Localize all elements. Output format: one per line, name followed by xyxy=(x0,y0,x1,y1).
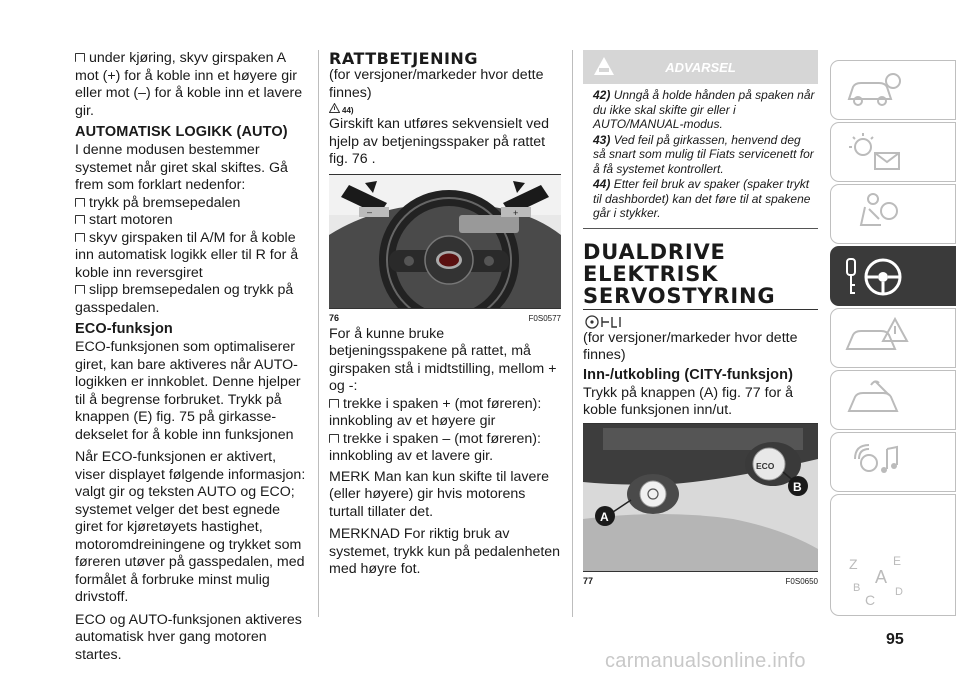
column-2 xyxy=(329,50,561,584)
paragraph-merk: MERK Man kan kun skifte til lavere (eller høyere) gir hvis motorens turtall tillater det. xyxy=(329,468,549,520)
heading-eco: ECO-funksjon xyxy=(75,321,173,337)
bullet-icon xyxy=(329,434,339,443)
page-number: 95 xyxy=(886,631,904,648)
column-divider xyxy=(318,50,319,617)
side-tab-lights-mail[interactable] xyxy=(830,122,956,182)
section-title-line-3: SERVOSTYRING xyxy=(583,283,776,308)
key-steering-icon xyxy=(843,253,913,301)
warning-car-icon xyxy=(845,315,909,361)
svg-text:A: A xyxy=(875,567,888,587)
heading-auto: AUTOMATISK LOGIKK (AUTO) xyxy=(75,124,288,140)
label-b: B xyxy=(793,479,802,494)
subtitle-versions: (for versjoner/markeder hvor dette finnes) xyxy=(583,329,798,363)
paragraph-paddles: For å kunne bruke betjeningsspakene på rattet, må girspaken stå i midtstilling, mellom + og -: xyxy=(329,325,557,394)
warning-item: 44) Etter feil bruk av spaker (spaker trykt til dashbordet) kan det føre til at spakene går i stykker. xyxy=(593,177,811,220)
figure-code: F0S0650 xyxy=(785,576,818,586)
warning-item: 42) Unngå å holde hånden på spaken når du ikke skal skifte gir eller i AUTO/MANUAL-modus. xyxy=(593,88,815,131)
svg-text:D: D xyxy=(895,586,903,598)
ref-number: 44) xyxy=(342,106,354,115)
paragraph-sequential: Girskift kan utføres sekvensielt ved hjelp av betjeningsspaker på rattet fig. 76 . xyxy=(329,116,549,167)
svg-text:Z: Z xyxy=(849,556,858,572)
svg-text:E: E xyxy=(893,554,902,568)
paragraph-eco-1: ECO-funksjonen som optimaliserer giret, kan bare aktiveres når AUTO-logikken er innkoblet. Denne hjelper til å begrense forbruket. Trykk på knappen (E) fig. 75 på girkasse-dekselet for å koble inn funksjonen xyxy=(75,339,301,443)
side-tab-key-steering[interactable] xyxy=(830,246,956,306)
bullet-gear-manual: under kjøring, skyv girspaken A mot (+) for å koble inn et høyere gir eller mot (–) for å koble inn et lavere gir. xyxy=(75,50,303,119)
figure-76-caption xyxy=(329,308,561,323)
column-3 xyxy=(583,50,818,586)
svg-text:C: C xyxy=(865,592,876,608)
side-tab-signal-music[interactable] xyxy=(830,432,956,492)
steering-wheel-image xyxy=(329,175,561,308)
car-info-icon xyxy=(845,71,901,111)
warning-triangle-icon xyxy=(329,103,340,113)
eco-button-label: ECO xyxy=(756,460,775,471)
dashboard-buttons-image xyxy=(583,424,818,571)
figure-number: 76 xyxy=(329,312,340,323)
bullet-upshift: trekke i spaken + (mot føreren): innkobling av et høyere gir xyxy=(329,395,542,429)
warning-body xyxy=(583,84,818,229)
bullet-downshift: trekke i spaken – (mot føreren): innkobling av et lavere gir. xyxy=(329,430,541,464)
wrench-car-icon xyxy=(845,377,909,423)
svg-text:B: B xyxy=(853,582,861,594)
section-title-line-2: ELEKTRISK xyxy=(583,261,719,286)
svg-text:–: – xyxy=(367,206,373,217)
figure-77-caption xyxy=(583,571,818,586)
bullet-icon xyxy=(75,285,85,294)
lights-mail-icon xyxy=(847,131,907,175)
figure-77-dashboard-buttons xyxy=(583,423,818,571)
bullet-release: slipp bremsepedalen og trykk på gasspedalen. xyxy=(75,282,294,316)
seat-airbag-icon xyxy=(851,191,901,237)
column-1 xyxy=(75,50,308,669)
bullet-icon xyxy=(75,215,85,224)
side-tab-alphabet-index[interactable] xyxy=(830,494,956,616)
figure-76-steering-wheel xyxy=(329,174,561,308)
bullet-icon xyxy=(75,53,85,62)
label-a: A xyxy=(600,509,609,524)
section-title-line-1: DUALDRIVE xyxy=(583,239,726,264)
heading-city: Inn-/utkobling (CITY-funksjon) xyxy=(583,366,793,383)
feature-icons xyxy=(583,309,818,330)
warning-header xyxy=(583,50,818,84)
side-tab-car-info[interactable] xyxy=(830,60,956,120)
signal-music-icon xyxy=(849,439,913,485)
warning-item: 43) Ved feil på girkassen, henvend deg så snart som mulig til Fiats servicenett for å få systemet kontrollert. xyxy=(593,132,814,176)
bullet-am: skyv girspaken til A/M for å koble inn automatisk logikk eller til R for å koble inn reversgiret xyxy=(75,229,299,281)
bullet-icon xyxy=(329,399,339,408)
paragraph-eco-3: ECO og AUTO-funksjonen aktiveres automatisk hver gang motoren startes. xyxy=(75,611,302,663)
alphabet-index-icon xyxy=(847,553,917,613)
watermark: carmanualsonline.info xyxy=(605,650,806,672)
figure-number: 77 xyxy=(583,575,594,586)
side-tab-warning-car[interactable] xyxy=(830,308,956,368)
side-tab-wrench-car[interactable] xyxy=(830,370,956,430)
steering-icon xyxy=(585,314,625,330)
warning-ref xyxy=(329,102,561,116)
bullet-icon xyxy=(75,198,85,207)
bullet-brake: trykk på bremsepedalen xyxy=(75,195,308,213)
paragraph-eco-2: Når ECO-funksjonen er aktivert, viser displayet følgende informasjon: valgt gir og teksten AUTO og ECO; systemet velger det best egnede giret for kjøretøyets hastighet, motoromdreiningene og trykket som føreren utøver på gasspedalen, med formålet å forbruke minst mulig drivstoff. xyxy=(75,449,306,605)
bullet-start: start motoren xyxy=(75,212,308,230)
side-tab-seat-airbag[interactable] xyxy=(830,184,956,244)
paragraph-auto: I denne modusen bestemmer systemet når giret skal skiftes. Gå frem som forklart nedenfor: xyxy=(75,142,288,193)
subtitle-versions: (for versjoner/markeder hvor dette finnes) xyxy=(329,67,544,101)
warning-title: ADVARSEL xyxy=(665,60,736,75)
paragraph-merknad: MERKNAD For riktig bruk av systemet, trykk kun på pedalenheten med høyre fot. xyxy=(329,526,561,577)
svg-text:+: + xyxy=(513,207,519,218)
figure-code: F0S0577 xyxy=(528,313,561,323)
bullet-icon xyxy=(75,233,85,242)
paragraph-city: Trykk på knappen (A) fig. 77 for å koble funksjonen inn/ut. xyxy=(583,384,794,418)
column-divider xyxy=(572,50,573,617)
section-title-rattbetjening: RATTBETJENING xyxy=(329,49,478,68)
